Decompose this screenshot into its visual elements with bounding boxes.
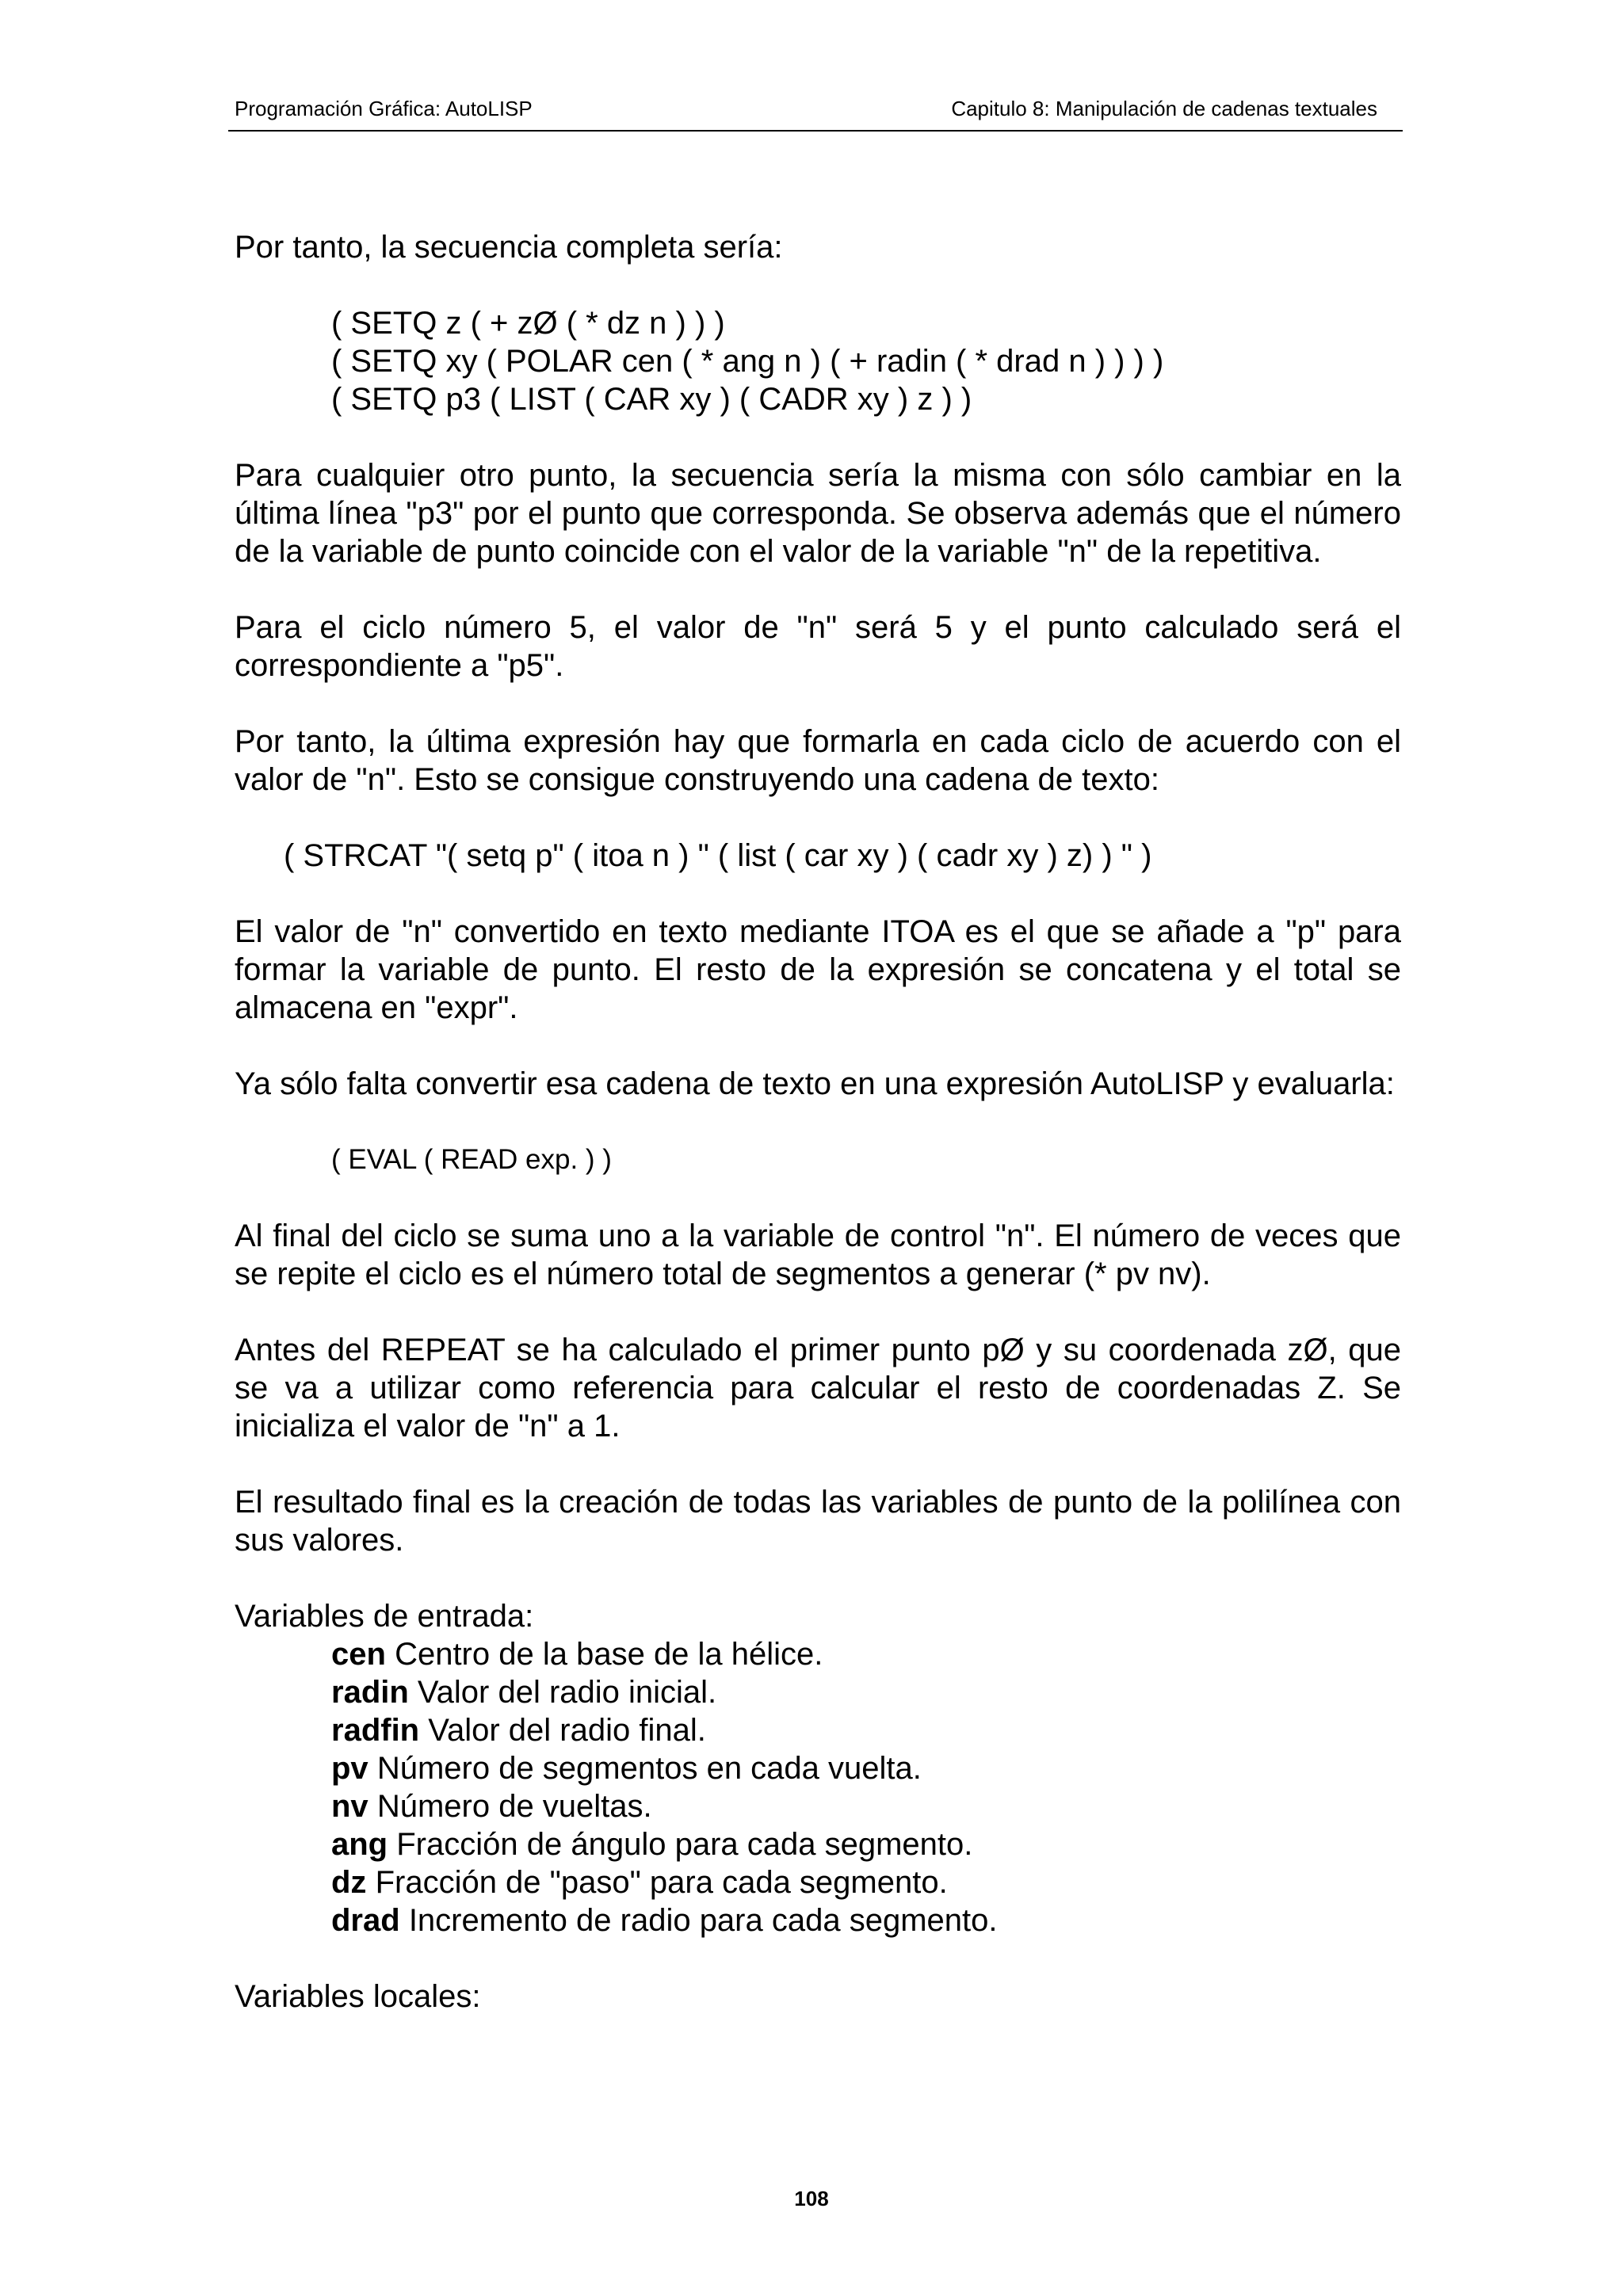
var-name: nv [331, 1789, 369, 1824]
var-name: cen [331, 1637, 386, 1672]
var-name: pv [331, 1751, 369, 1786]
var-description: Fracción de "paso" para cada segmento. [375, 1865, 948, 1900]
list-item [331, 1635, 1401, 1673]
var-description: Número de vueltas. [376, 1789, 652, 1824]
var-description: Valor del radio inicial. [417, 1675, 717, 1710]
local-vars-heading: Variables locales: [235, 1979, 481, 2014]
var-description: Número de segmentos en cada vuelta. [376, 1751, 922, 1786]
paragraph-itoa: El valor de "n" convertido en texto mediante ITOA es el que se añade a "p" para formar la variable de punto. El resto de la expresión se concatena y el total se almacena en "expr". [235, 914, 1401, 1025]
var-name: drad [331, 1903, 400, 1938]
paragraph-last-expression: Por tanto, la última expresión hay que formarla en cada ciclo de acuerdo con el valor de "n". Esto se consigue construyendo una cadena de texto: [235, 724, 1401, 797]
var-description: Incremento de radio para cada segmento. [408, 1903, 998, 1938]
input-vars-list [331, 1635, 1401, 1939]
var-description: Fracción de ángulo para cada segmento. [396, 1827, 973, 1862]
list-item [331, 1673, 1401, 1711]
list-item [331, 1749, 1401, 1787]
page-body [235, 228, 1401, 2054]
list-item [331, 1825, 1401, 1863]
intro-paragraph: Por tanto, la secuencia completa sería: [235, 230, 783, 265]
list-item [331, 1787, 1401, 1825]
paragraph-cycle-five: Para el ciclo número 5, el valor de "n" será 5 y el punto calculado será el correspondiente a "p5". [235, 610, 1401, 683]
header-book-title: Programación Gráfica: AutoLISP [235, 97, 533, 120]
var-name: radin [331, 1675, 409, 1710]
var-description: Valor del radio final. [428, 1713, 706, 1748]
code-line: ( SETQ z ( + zØ ( * dz n ) ) ) [331, 306, 725, 341]
paragraph-cycle-end: Al final del ciclo se suma uno a la variable de control "n". El número de veces que se repite el ciclo es el número total de segmentos a generar (* pv nv). [235, 1219, 1401, 1291]
paragraph-convert: Ya sólo falta convertir esa cadena de texto en una expresión AutoLISP y evaluarla: [235, 1066, 1395, 1101]
strcat-code: ( STRCAT "( setq p" ( itoa n ) " ( list ( car xy ) ( cadr xy ) z) ) " ) [284, 838, 1152, 873]
var-name: ang [331, 1827, 388, 1862]
code-line: ( SETQ p3 ( LIST ( CAR xy ) ( CADR xy ) z ) ) [331, 382, 972, 417]
paragraph-other-point: Para cualquier otro punto, la secuencia sería la misma con sólo cambiar en la última línea "p3" por el punto que corresponda. Se observa además que el número de la variable de punto coincide con el valor de la variable "n" de la repetitiva. [235, 458, 1401, 569]
setq-code-block [331, 304, 1401, 418]
input-vars-heading: Variables de entrada: [235, 1599, 534, 1634]
page-number: 108 [794, 2187, 829, 2210]
var-name: dz [331, 1865, 367, 1900]
var-name: radfin [331, 1713, 420, 1748]
eval-code: ( EVAL ( READ exp. ) ) [331, 1144, 612, 1175]
var-description: Centro de la base de la hélice. [395, 1637, 823, 1672]
code-line: ( SETQ xy ( POLAR cen ( * ang n ) ( + radin ( * drad n ) ) ) ) [331, 344, 1164, 379]
list-item [331, 1711, 1401, 1749]
page-header [228, 93, 1403, 132]
list-item [331, 1863, 1401, 1901]
list-item [331, 1901, 1401, 1939]
paragraph-result: El resultado final es la creación de todas las variables de punto de la polilínea con sus valores. [235, 1485, 1401, 1558]
paragraph-before-repeat: Antes del REPEAT se ha calculado el primer punto pØ y su coordenada zØ, que se va a utilizar como referencia para calcular el resto de coordenadas Z. Se inicializa el valor de "n" a 1. [235, 1333, 1401, 1444]
header-chapter-title: Capitulo 8: Manipulación de cadenas textuales [951, 97, 1377, 120]
